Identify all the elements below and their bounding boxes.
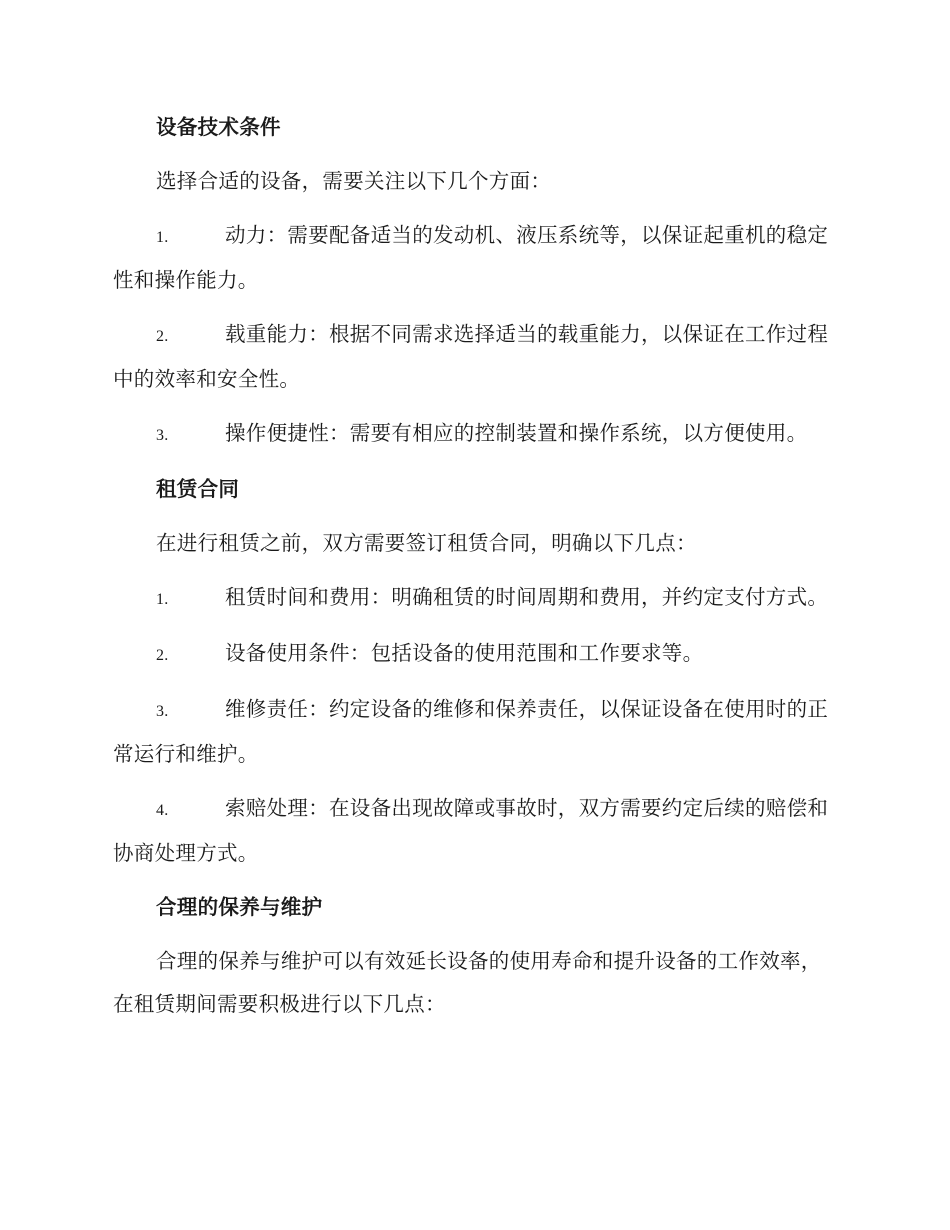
list-item [113, 632, 835, 677]
section-intro: 合理的保养与维护可以有效延长设备的使用寿命和提升设备的工作效率，在租赁期间需要积极进行以下几点： [113, 949, 822, 1016]
list-item [113, 688, 835, 776]
list-item [113, 787, 835, 875]
section-heading-maintenance: 合理的保养与维护 [156, 895, 323, 919]
list-number: 2. [156, 328, 169, 345]
list-item-text: 维修责任：约定设备的维修和保养责任，以保证设备在使用时的正常运行和维护。 [113, 697, 829, 766]
list-number: 3. [156, 703, 169, 720]
list-number: 3. [156, 427, 169, 444]
list-number: 2. [156, 647, 169, 664]
document-body [113, 106, 835, 1037]
list-item [113, 313, 835, 401]
list-number: 4. [156, 802, 169, 819]
list-item-text: 索赔处理：在设备出现故障或事故时，双方需要约定后续的赔偿和协商处理方式。 [113, 796, 829, 865]
list-item-text: 载重能力：根据不同需求选择适当的载重能力，以保证在工作过程中的效率和安全性。 [113, 322, 829, 391]
list-item-text: 租赁时间和费用：明确租赁的时间周期和费用，并约定支付方式。 [225, 585, 829, 609]
list-item [113, 412, 835, 457]
list-item-text: 动力：需要配备适当的发动机、液压系统等，以保证起重机的稳定性和操作能力。 [113, 223, 829, 292]
list-item-text: 设备使用条件：包括设备的使用范围和工作要求等。 [225, 641, 704, 665]
section-intro: 在进行租赁之前，双方需要签订租赁合同，明确以下几点： [156, 531, 697, 555]
list-item [113, 576, 835, 621]
list-number: 1. [156, 591, 169, 608]
section-heading-equipment-conditions: 设备技术条件 [156, 115, 281, 139]
list-item [113, 214, 835, 302]
list-number: 1. [156, 229, 169, 246]
section-intro: 选择合适的设备，需要关注以下几个方面： [156, 169, 552, 193]
list-item-text: 操作便捷性：需要有相应的控制装置和操作系统，以方便使用。 [225, 421, 808, 445]
section-heading-lease-contract: 租赁合同 [156, 477, 240, 501]
